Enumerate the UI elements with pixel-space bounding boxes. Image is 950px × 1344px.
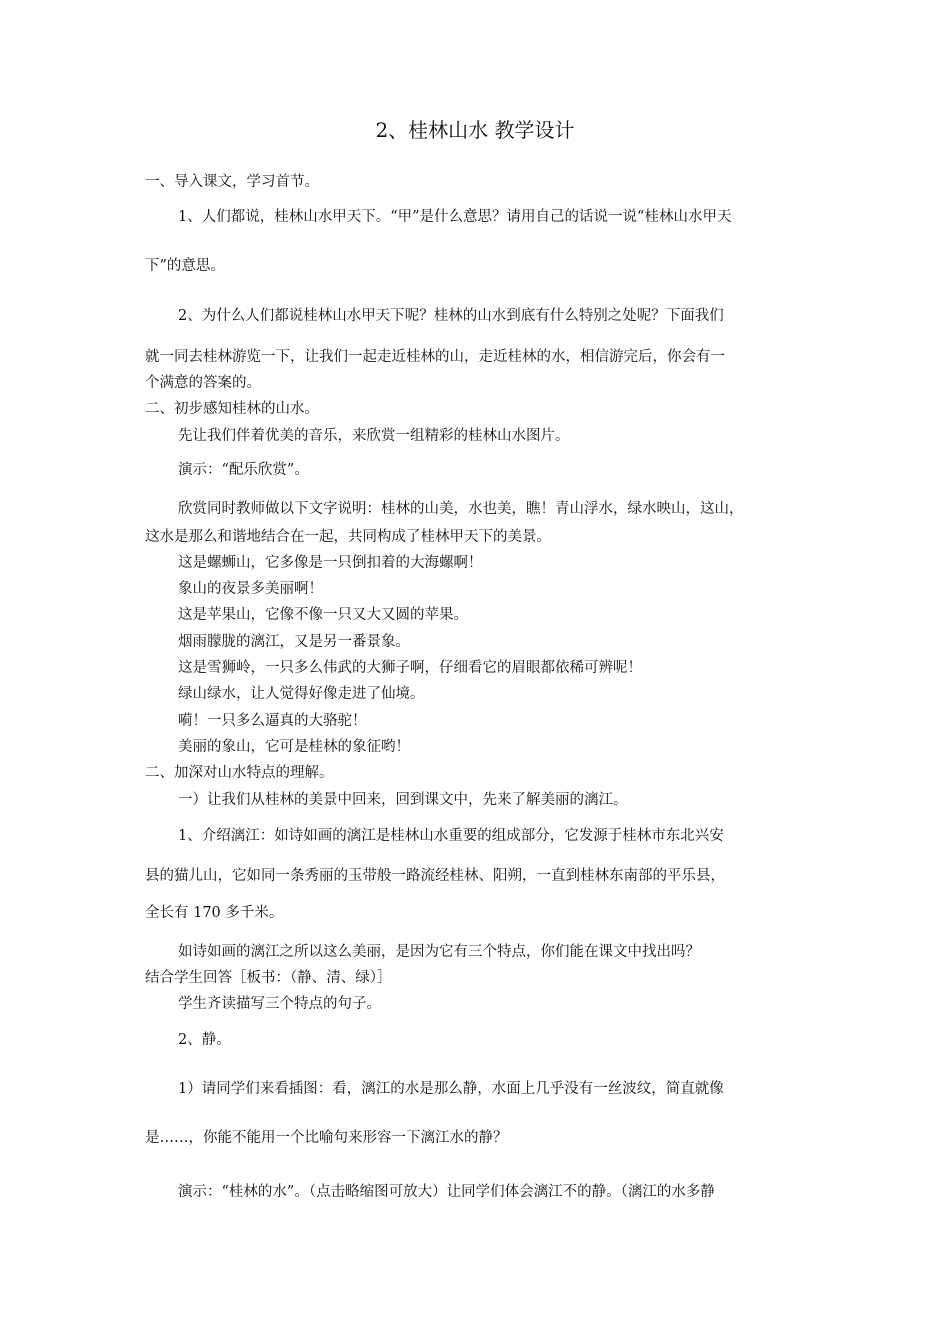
paragraph-line: 这是雪狮岭，一只多么伟武的大狮子啊，仔细看它的眉眼都依稀可辨呢！ bbox=[178, 660, 642, 676]
document-title: 2、桂林山水 教学设计 bbox=[375, 118, 575, 142]
paragraph-line: 全长有 170 多千米。 bbox=[145, 905, 284, 921]
paragraph-line: 是……，你能不能用一个比喻句来形容一下漓江水的静？ bbox=[145, 1130, 508, 1146]
section-heading: 二、初步感知桂林的山水。 bbox=[145, 401, 319, 417]
paragraph-line: 一）让我们从桂林的美景中回来，回到课文中，先来了解美丽的漓江。 bbox=[178, 792, 628, 808]
paragraph-line: 嗬！一只多么逼真的大骆驼！ bbox=[178, 713, 367, 729]
paragraph-line: 烟雨朦胧的漓江，又是另一番景象。 bbox=[178, 634, 410, 650]
paragraph-line: 1）请同学们来看插图：看，漓江的水是那么静，水面上几乎没有一丝波纹，简直就像 bbox=[178, 1081, 724, 1097]
paragraph-line: 先让我们伴着优美的音乐，来欣赏一组精彩的桂林山水图片。 bbox=[178, 428, 570, 444]
section-heading: 二、加深对山水特点的理解。 bbox=[145, 765, 334, 781]
paragraph-line: 演示：“桂林的水”。（点击略缩图可放大）让同学们体会漓江不的静。（漓江的水多静 bbox=[178, 1184, 715, 1200]
paragraph-line: 就一同去桂林游览一下，让我们一起走近桂林的山，走近桂林的水，相信游完后，你会有一 bbox=[145, 349, 725, 365]
paragraph-line: 欣赏同时教师做以下文字说明：桂林的山美，水也美，瞧！青山浮水，绿水映山，这山， bbox=[178, 501, 744, 517]
paragraph-line: 个满意的答案的。 bbox=[145, 375, 261, 391]
paragraph-line: 这是螺蛳山，它多像是一只倒扣着的大海螺啊！ bbox=[178, 555, 483, 571]
paragraph-line: 结合学生回答［板书：（静、清、绿）］ bbox=[145, 970, 392, 986]
paragraph-line: 这是苹果山，它像不像一只又大又圆的苹果。 bbox=[178, 607, 468, 623]
paragraph-line: 如诗如画的漓江之所以这么美丽，是因为它有三个特点，你们能在课文中找出吗？ bbox=[178, 944, 700, 960]
section-heading: 一、导入课文，学习首节。 bbox=[145, 174, 319, 190]
paragraph-line: 下”的意思。 bbox=[145, 258, 225, 274]
paragraph-line: 2、静。 bbox=[178, 1032, 231, 1048]
paragraph-line: 绿山绿水，让人觉得好像走进了仙境。 bbox=[178, 686, 425, 702]
paragraph-line: 象山的夜景多美丽啊！ bbox=[178, 581, 323, 597]
paragraph-line: 1、介绍漓江：如诗如画的漓江是桂林山水重要的组成部分，它发源于桂林市东北兴安 bbox=[178, 828, 724, 844]
paragraph-line: 1、人们都说，桂林山水甲天下。“甲”是什么意思？请用自己的话说一说“桂林山水甲天 bbox=[178, 209, 732, 225]
paragraph-line: 2、为什么人们都说桂林山水甲天下呢？桂林的山水到底有什么特别之处呢？下面我们 bbox=[178, 308, 724, 324]
paragraph-line: 这水是那么和谐地结合在一起，共同构成了桂林甲天下的美景。 bbox=[145, 529, 551, 545]
paragraph-line: 演示：“配乐欣赏”。 bbox=[178, 462, 309, 478]
paragraph-line: 学生齐读描写三个特点的句子。 bbox=[178, 996, 381, 1012]
paragraph-line: 县的猫儿山，它如同一条秀丽的玉带般一路流经桂林、阳朔，一直到桂林东南部的平乐县， bbox=[145, 868, 725, 884]
paragraph-line: 美丽的象山，它可是桂林的象征哟！ bbox=[178, 739, 410, 755]
